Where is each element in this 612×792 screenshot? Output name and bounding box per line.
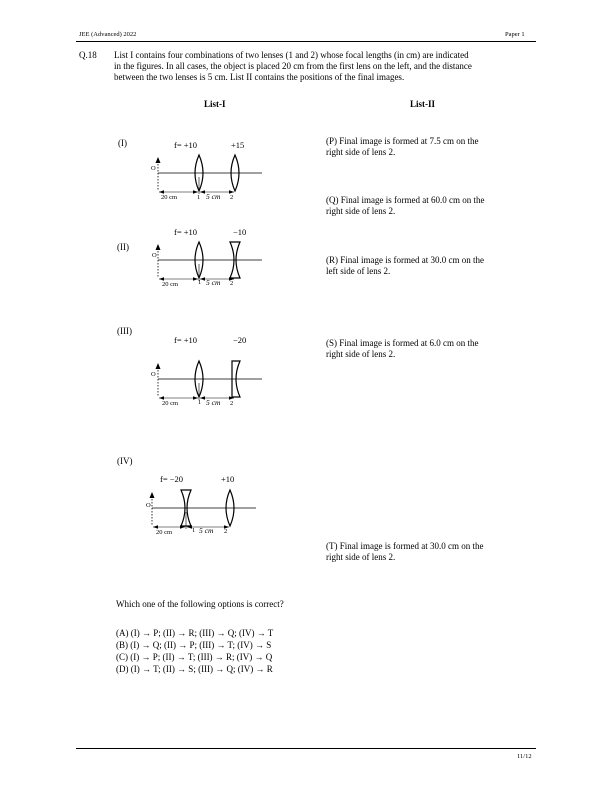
- lens-1-label: 1: [198, 399, 202, 406]
- object-distance-label: 20 cm: [162, 281, 179, 288]
- option-b[interactable]: (B) (I) → Q; (II) → P; (III) → T; (IV) → S: [116, 640, 272, 650]
- focal-length-lens-1: f= −20: [160, 474, 184, 484]
- object-label: O: [151, 165, 156, 172]
- object-arrow-head: [150, 492, 155, 498]
- lens-gap-label: 5 cm: [206, 192, 221, 201]
- list2-item-s-line2: right side of lens 2.: [326, 349, 396, 359]
- list2-heading: List-II: [410, 99, 436, 109]
- list1-item-label: (I): [118, 138, 127, 148]
- lens-2-label: 2: [230, 194, 234, 201]
- list2-item-t-line2: right side of lens 2.: [326, 552, 396, 562]
- list1-item-label: (IV): [117, 456, 133, 466]
- optical-diagram-1: [150, 150, 265, 200]
- list1-item-label: (III): [117, 326, 132, 336]
- object-label: O: [146, 502, 151, 509]
- list2-item-t-line1: (T) Final image is formed at 30.0 cm on the: [326, 541, 484, 551]
- object-arrow-head: [156, 363, 161, 369]
- question-line-2: in the figures. In all cases, the object is placed 20 cm from the first lens on the left, and the distance: [114, 61, 472, 71]
- question-prompt: Which one of the following options is correct?: [116, 599, 284, 609]
- header-rule: [76, 41, 536, 42]
- object-arrow-head: [156, 157, 161, 163]
- focal-length-lens-1: f= +10: [174, 227, 198, 237]
- focal-length-lens-2: −10: [233, 227, 247, 237]
- focal-length-lens-2: +10: [221, 474, 235, 484]
- lens-1-label: 1: [192, 527, 196, 534]
- page-number: 11/12: [517, 753, 532, 760]
- optical-diagram-4: [144, 485, 259, 535]
- lens-2-label: 2: [230, 400, 234, 407]
- list2-item-q-line1: (Q) Final image is formed at 60.0 cm on the: [326, 195, 485, 205]
- focal-length-lens-1: f= +10: [174, 335, 198, 345]
- list2-item-r-line2: left side of lens 2.: [326, 266, 391, 276]
- focal-length-lens-2: +15: [231, 140, 245, 150]
- object-distance-label: 20 cm: [156, 529, 173, 536]
- option-a[interactable]: (A) (I) → P; (II) → R; (III) → Q; (IV) → T: [116, 628, 274, 638]
- lens-gap-label: 5 cm: [206, 278, 221, 287]
- list2-item-r-line1: (R) Final image is formed at 30.0 cm on the: [326, 255, 484, 265]
- list1-item-label: (II): [117, 242, 129, 252]
- list2-item-p-line2: right side of lens 2.: [326, 147, 396, 157]
- lens-2-label: 2: [230, 280, 234, 287]
- footer-rule: [76, 748, 536, 749]
- object-arrow-head: [156, 244, 161, 250]
- list2-item-p-line1: (P) Final image is formed at 7.5 cm on the: [326, 136, 479, 146]
- option-d[interactable]: (D) (I) → T; (II) → S; (III) → Q; (IV) → R: [116, 664, 273, 674]
- header-paper-label: Paper 1: [505, 31, 525, 38]
- header-exam-title: JEE (Advanced) 2022: [79, 31, 137, 38]
- question-number: Q.18: [79, 50, 97, 60]
- object-distance-label: 20 cm: [161, 194, 178, 201]
- object-distance-label: 20 cm: [162, 400, 179, 407]
- optical-diagram-2: [150, 237, 265, 287]
- question-line-3: between the two lenses is 5 cm. List II contains the positions of the final images.: [114, 72, 405, 82]
- list1-heading: List-I: [204, 99, 226, 109]
- lens-2-label: 2: [224, 528, 228, 535]
- lens-gap-label: 5 cm: [206, 398, 221, 407]
- option-c[interactable]: (C) (I) → P; (II) → T; (III) → R; (IV) → Q: [116, 652, 273, 662]
- lens-1-label: 1: [197, 194, 201, 201]
- object-label: O: [151, 371, 156, 378]
- list2-item-q-line2: right side of lens 2.: [326, 206, 396, 216]
- question-line-1: List I contains four combinations of two lenses (1 and 2) whose focal lengths (in cm) are indicated: [114, 50, 469, 60]
- list2-item-s-line1: (S) Final image is formed at 6.0 cm on the: [326, 338, 479, 348]
- object-label: O: [152, 252, 157, 259]
- optical-diagram-3: [150, 356, 265, 406]
- lens-gap-label: 5 cm: [199, 526, 214, 535]
- focal-length-lens-2: −20: [233, 335, 247, 345]
- focal-length-lens-1: f= +10: [174, 140, 198, 150]
- lens-1-label: 1: [198, 279, 202, 286]
